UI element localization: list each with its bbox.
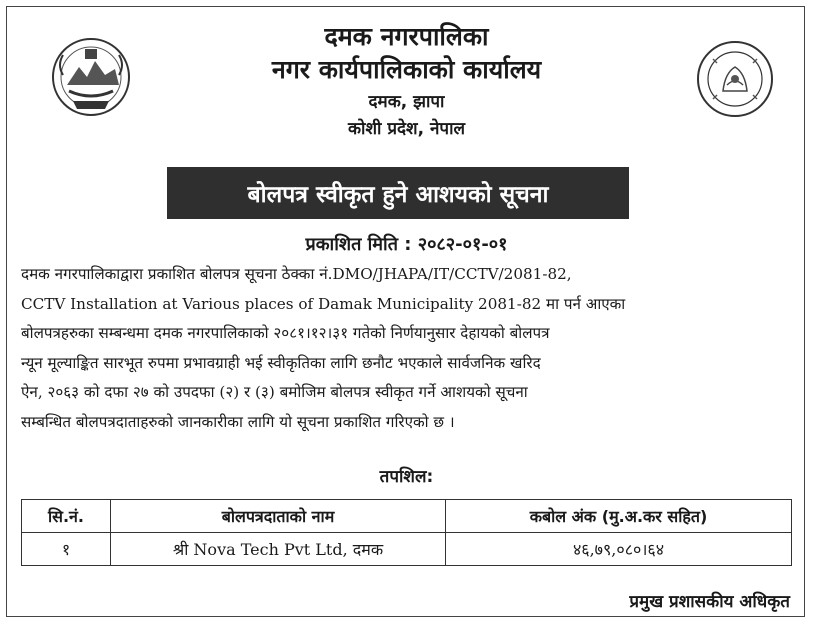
table-row [22,533,792,566]
notice-body [21,260,797,437]
body-line: दमक नगरपालिकाद्वारा प्रकाशित बोलपत्र सूचना ठेक्का नं.DMO/JHAPA/IT/CCTV/2081-82, [21,265,572,283]
signatory-title: प्रमुख प्रशासकीय अधिकृत [629,592,790,612]
body-line: बोलपत्रहरुका सम्बन्धमा दमक नगरपालिकाको २०८१।१२।३१ गतेको निर्णयानुसार देहायको बोलपत्र [21,324,550,342]
body-line: ऐन, २०६३ को दफा २७ को उपदफा (२) र (३) बमोजिम बोलपत्र स्वीकृत गर्ने आशयको सूचना [21,383,528,401]
notice-title: बोलपत्र स्वीकृत हुने आशयको सूचना [247,182,549,208]
published-date: प्रकाशित मिति : २०८२-०१-०१ [305,234,508,255]
cell-serial: १ [22,533,111,566]
office-location: दमक, झापा [368,91,445,112]
body-line: CCTV Installation at Various places of Damak Municipality 2081-82 मा पर्न आएका [21,294,626,313]
details-heading: तपशिल: [379,467,434,487]
cell-bidder-name: श्री Nova Tech Pvt Ltd, दमक [111,533,446,566]
column-header-bidder-name: बोलपत्रदाताको नाम [111,500,446,533]
office-header [7,21,806,140]
body-line: न्यून मूल्याङ्कित सारभूत रुपमा प्रभावग्राही भई स्वीकृतिका लागि छनौट भएकाले सार्वजनिक खरिद [21,353,541,372]
table-header-row [22,500,792,533]
office-province: कोशी प्रदेश, नेपाल [348,118,465,139]
notice-title-banner [167,167,629,219]
notice-frame [6,6,805,617]
cell-bid-amount: ४६,७९,०८०।६४ [446,533,792,566]
column-header-serial: सि.नं. [22,500,111,533]
office-name: नगर कार्यपालिकाको कार्यालय [271,55,542,85]
municipality-name: दमक नगरपालिका [324,22,489,51]
column-header-bid-amount: कबोल अंक (मु.अ.कर सहित) [446,500,792,533]
bidder-table [21,499,792,566]
body-line: सम्बन्धित बोलपत्रदाताहरुको जानकारीका लागि यो सूचना प्रकाशित गरिएको छ । [21,412,455,431]
